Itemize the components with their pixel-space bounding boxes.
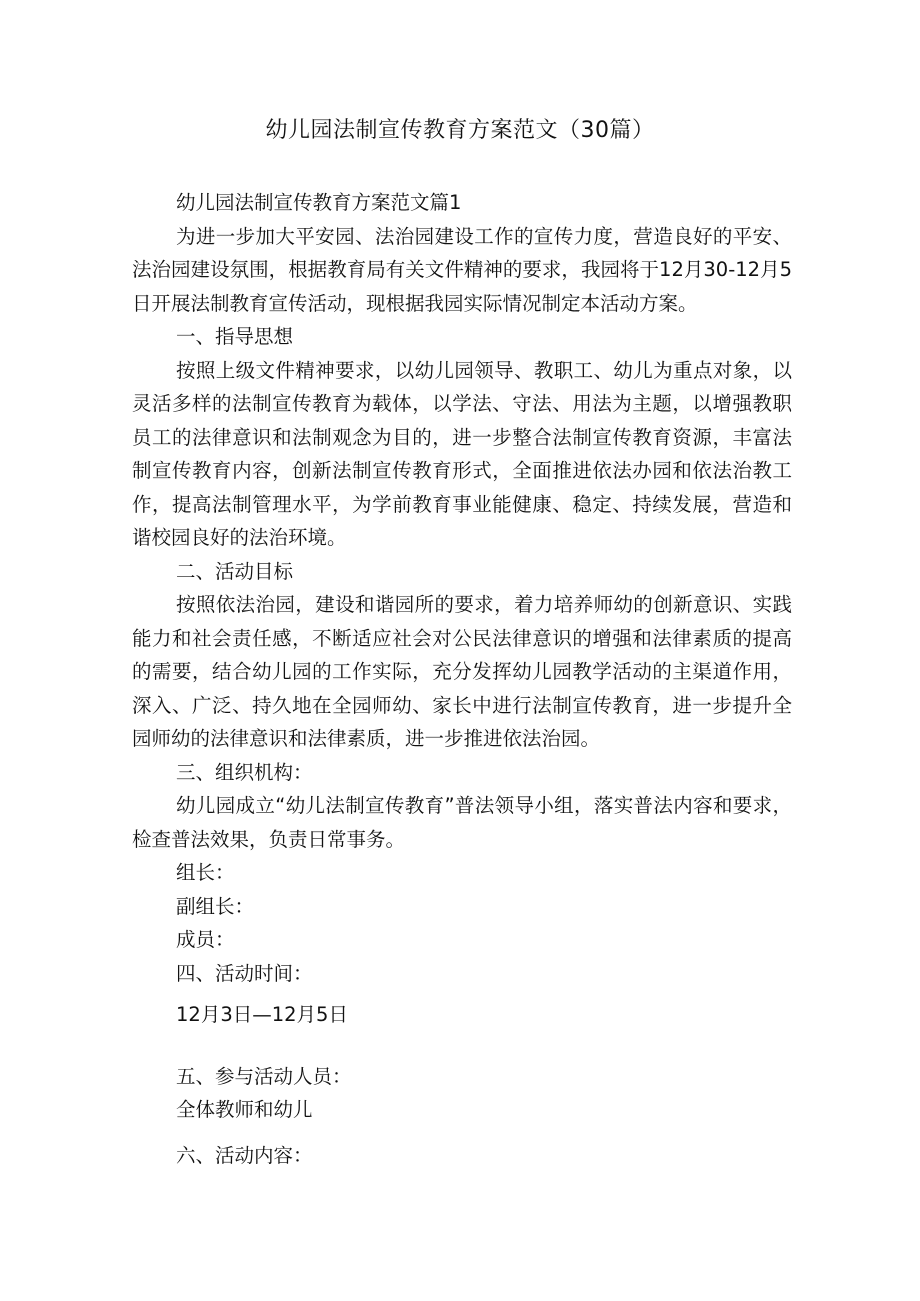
- section-5-value: 全体教师和幼儿: [176, 1098, 313, 1121]
- document-subtitle: 幼儿园法制宣传教育方案范文篇1: [176, 191, 462, 214]
- section-4-value: 12月3日—12月5日: [176, 1003, 348, 1026]
- intro-paragraph: 为进一步加大平安园、法治园建设工作的宣传力度，营造良好的平安、法治园建设氛围，根据教育局有关文件精神的要求，我园将于12月30-12月5日开展法制教育宣传活动，现根据我园实际情况制定本活动方案。: [132, 224, 792, 315]
- section-2-heading: 二、活动目标: [176, 559, 294, 583]
- document-body: [132, 186, 792, 1172]
- section-5-heading: 五、参与活动人员：: [176, 1064, 352, 1088]
- section-4-heading: 四、活动时间：: [176, 961, 313, 985]
- leader-label: 组长：: [176, 861, 235, 884]
- section-1-heading: 一、指导思想: [176, 325, 294, 348]
- section-3-heading: 三、组织机构：: [176, 760, 313, 784]
- section-3-paragraph: 幼儿园成立“幼儿法制宣传教育”普法领导小组，落实普法内容和要求，检查普法效果，负责日常事务。: [132, 794, 792, 851]
- members-label: 成员：: [176, 928, 235, 951]
- section-6-heading: 六、活动内容：: [176, 1143, 313, 1167]
- vice-leader-label: 副组长：: [176, 894, 255, 918]
- section-1-paragraph: 按照上级文件精神要求，以幼儿园领导、教职工、幼儿为重点对象，以灵活多样的法制宣传教育为载体，以学法、守法、用法为主题，以增强教职员工的法律意识和法制观念为目的，进一步整合法制宣传教育资源，丰富法制宣传教育内容，创新法制宣传教育形式，全面推进依法办园和依法治教工作，提高法制管理水平，为学前教育事业能健康、稳定、持续发展，营造和谐校园良好的法治环境。: [132, 358, 792, 549]
- section-2-paragraph: 按照依法治园，建设和谐园所的要求，着力培养师幼的创新意识、实践能力和社会责任感，不断适应社会对公民法律意识的增强和法律素质的提高的需要，结合幼儿园的工作实际，充分发挥幼儿园教学活动的主渠道作用，深入、广泛、持久地在全园师幼、家长中进行法制宣传教育，进一步提升全园师幼的法律意识和法律素质，进一步推进依法治园。: [132, 593, 792, 750]
- document-title: 幼儿园法制宣传教育方案范文（30篇）: [265, 118, 655, 143]
